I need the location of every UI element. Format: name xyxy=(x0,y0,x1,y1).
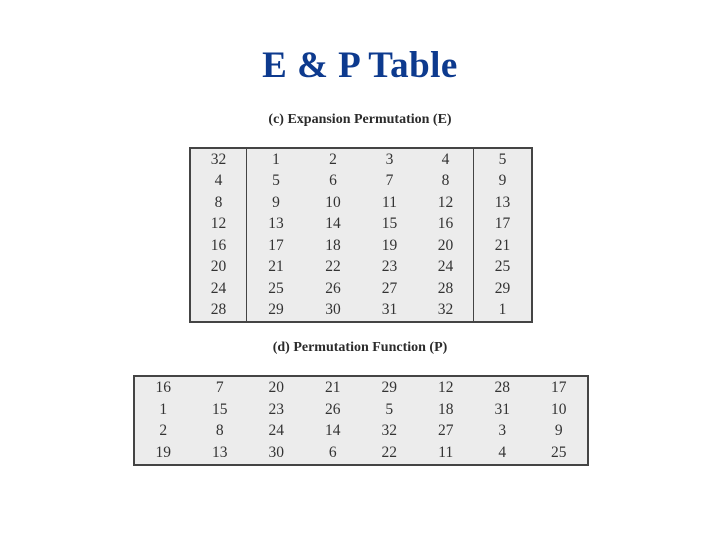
table-cell: 1 xyxy=(498,301,507,319)
table-cell: 19 xyxy=(381,236,398,254)
table-cell: 8 xyxy=(215,422,224,440)
table-cell: 15 xyxy=(212,400,228,418)
table-cell: 22 xyxy=(325,258,341,276)
table-cell: 29 xyxy=(268,301,284,319)
expansion-table-caption: (c) Expansion Permutation (E) xyxy=(268,112,452,127)
table-cell: 14 xyxy=(325,215,341,233)
table-cell: 3 xyxy=(498,422,507,440)
table-cell: 1 xyxy=(159,400,168,418)
table-cell: 6 xyxy=(328,444,337,462)
table-cell: 20 xyxy=(268,378,284,396)
table-cell: 19 xyxy=(155,444,171,462)
table-cell: 21 xyxy=(325,378,341,396)
table-cell: 17 xyxy=(268,236,284,254)
table-cell: 21 xyxy=(494,236,511,254)
table-cell: 8 xyxy=(191,192,247,214)
table-cell: 9 xyxy=(554,422,563,440)
table-cell: 18 xyxy=(325,236,341,254)
page-title: E & P Table xyxy=(262,45,458,86)
table-cell: 3 xyxy=(385,150,394,168)
table-cell: 28 xyxy=(494,378,510,396)
table-cell: 4 xyxy=(498,444,507,462)
table-cell: 26 xyxy=(325,400,341,418)
table-cell: 4 xyxy=(191,171,247,193)
table-cell: 16 xyxy=(155,378,171,396)
table-cell: 1 xyxy=(272,150,280,168)
table-cell: 25 xyxy=(494,258,511,276)
table-cell: 11 xyxy=(382,193,397,211)
table-cell: 23 xyxy=(268,400,284,418)
table-cell: 31 xyxy=(494,400,510,418)
table-cell: 12 xyxy=(191,214,247,236)
table-cell: 26 xyxy=(325,279,341,297)
table-cell: 5 xyxy=(498,150,507,168)
table-cell: 24 xyxy=(418,257,474,279)
table-cell: 15 xyxy=(381,215,398,233)
table-cell: 20 xyxy=(418,235,474,257)
table-cell: 27 xyxy=(381,279,398,297)
table-cell: 28 xyxy=(418,278,474,300)
table-cell: 5 xyxy=(385,400,394,418)
table-cell: 9 xyxy=(272,193,280,211)
table-cell: 28 xyxy=(191,300,247,322)
table-cell: 25 xyxy=(551,444,567,462)
table-cell: 22 xyxy=(381,444,397,462)
table-cell: 24 xyxy=(191,278,247,300)
table-cell: 13 xyxy=(212,444,228,462)
table-cell: 17 xyxy=(494,215,511,233)
table-cell: 27 xyxy=(438,422,454,440)
table-cell: 23 xyxy=(381,258,398,276)
table-cell: 7 xyxy=(215,378,224,396)
table-cell: 11 xyxy=(438,444,454,462)
table-cell: 13 xyxy=(494,193,511,211)
table-cell: 30 xyxy=(325,301,341,319)
table-cell: 2 xyxy=(159,422,168,440)
table-cell: 24 xyxy=(268,422,284,440)
table-cell: 10 xyxy=(325,193,341,211)
table-cell: 16 xyxy=(191,235,247,257)
table-cell: 32 xyxy=(381,422,397,440)
table-cell: 9 xyxy=(498,172,507,190)
table-cell: 10 xyxy=(551,400,567,418)
table-cell: 12 xyxy=(418,192,474,214)
table-cell: 25 xyxy=(268,279,284,297)
table-cell: 18 xyxy=(438,400,454,418)
table-cell: 32 xyxy=(191,149,247,171)
table-cell: 16 xyxy=(418,214,474,236)
table-cell: 4 xyxy=(418,149,474,171)
table-cell: 6 xyxy=(329,172,337,190)
table-cell: 17 xyxy=(551,378,567,396)
table-cell: 31 xyxy=(381,301,398,319)
table-cell: 29 xyxy=(381,378,397,396)
table-cell: 32 xyxy=(418,300,474,322)
table-cell: 21 xyxy=(268,258,284,276)
table-cell: 5 xyxy=(272,172,280,190)
table-cell: 13 xyxy=(268,215,284,233)
table-cell: 12 xyxy=(438,378,454,396)
table-cell: 7 xyxy=(385,172,394,190)
expansion-permutation-table xyxy=(189,147,533,323)
table-cell: 30 xyxy=(268,444,284,462)
table-cell: 14 xyxy=(325,422,341,440)
table-cell: 29 xyxy=(494,279,511,297)
table-cell: 20 xyxy=(191,257,247,279)
table-cell: 8 xyxy=(418,171,474,193)
table-cell: 2 xyxy=(329,150,337,168)
permutation-table-caption: (d) Permutation Function (P) xyxy=(272,340,448,355)
permutation-function-table xyxy=(133,375,589,466)
